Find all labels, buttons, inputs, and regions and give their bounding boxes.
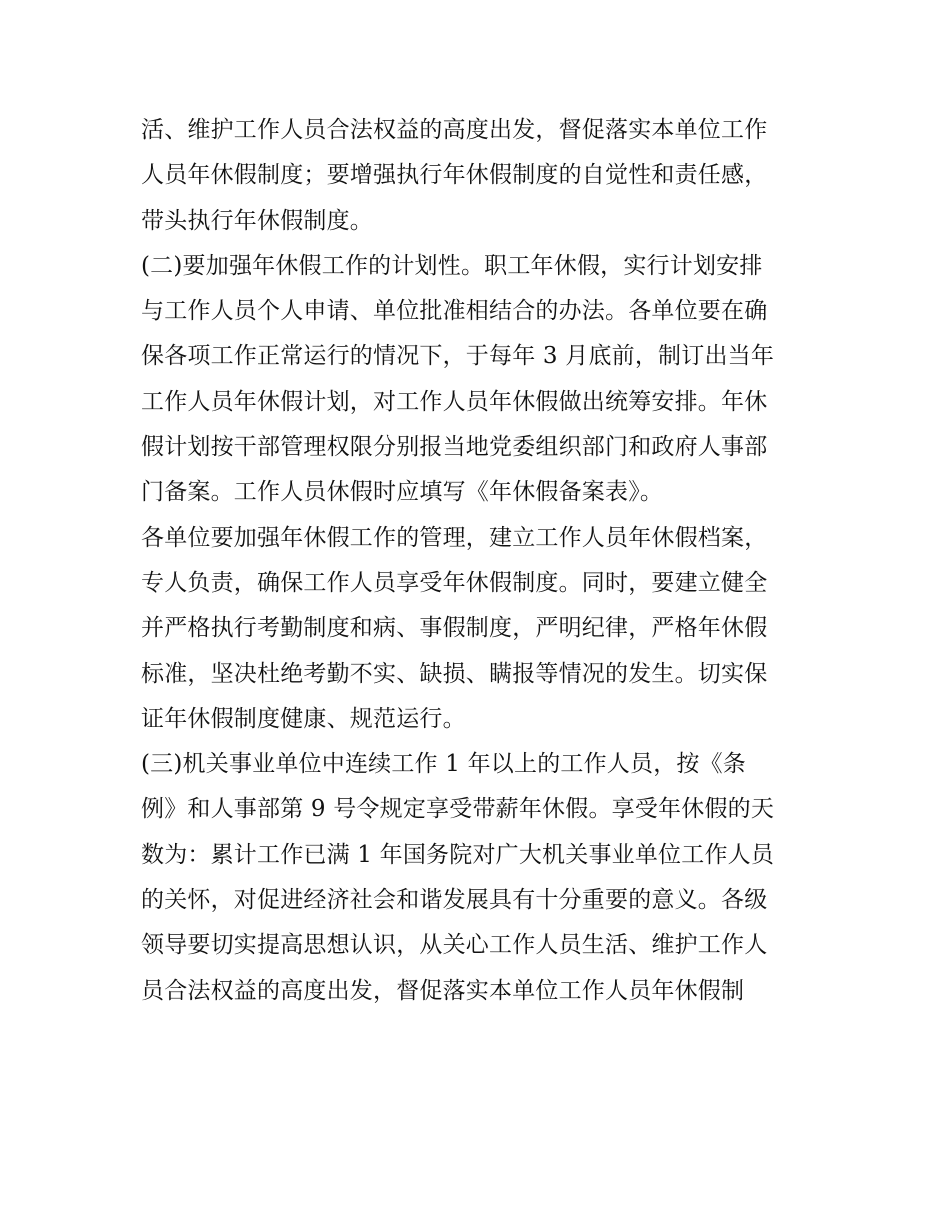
text-line: 带头执行年休假制度。 [141,207,373,234]
text-line: 数为：累计工作已满 1 年国务院对广大机关事业单位工作人员 [141,841,775,868]
text-line: 领导要切实提高思想认识，从关心工作人员生活、维护工作人 [141,932,768,959]
text-line: (三)机关事业单位中连续工作 1 年以上的工作人员，按《条 [141,751,747,778]
text-line: 人员年休假制度；要增强执行年休假制度的自觉性和责任感， [141,162,768,189]
text-line: 专人负责，确保工作人员享受年休假制度。同时，要建立健全 [141,569,768,596]
text-line: 例》和人事部第 9 号令规定享受带薪年休假。享受年休假的天 [141,796,775,823]
text-line: 门备案。工作人员休假时应填写《年休假备案表》。 [141,479,664,506]
text-line: 标准，坚决杜绝考勤不实、缺损、瞒报等情况的发生。切实保 [141,660,768,687]
text-line: (二)要加强年休假工作的计划性。职工年休假，实行计划安排 [141,252,763,279]
text-line: 的关怀，对促进经济社会和谐发展具有十分重要的意义。各级 [141,887,768,914]
document-body [141,108,821,1014]
text-line: 各单位要加强年休假工作的管理，建立工作人员年休假档案， [141,524,768,551]
text-line: 保各项工作正常运行的情况下，于每年 3 月底前，制订出当年 [141,343,775,370]
text-line: 与工作人员个人申请、单位批准相结合的办法。各单位要在确 [141,298,768,325]
text-line: 并严格执行考勤制度和病、事假制度，严明纪律，严格年休假 [141,615,768,642]
text-line: 证年休假制度健康、规范运行。 [141,705,466,732]
text-line: 假计划按干部管理权限分别报当地党委组织部门和政府人事部 [141,434,768,461]
text-line: 活、维护工作人员合法权益的高度出发，督促落实本单位工作 [141,117,768,143]
text-line: 工作人员年休假计划，对工作人员年休假做出统筹安排。年休 [141,388,768,415]
text-line: 员合法权益的高度出发，督促落实本单位工作人员年休假制 [141,977,745,1004]
